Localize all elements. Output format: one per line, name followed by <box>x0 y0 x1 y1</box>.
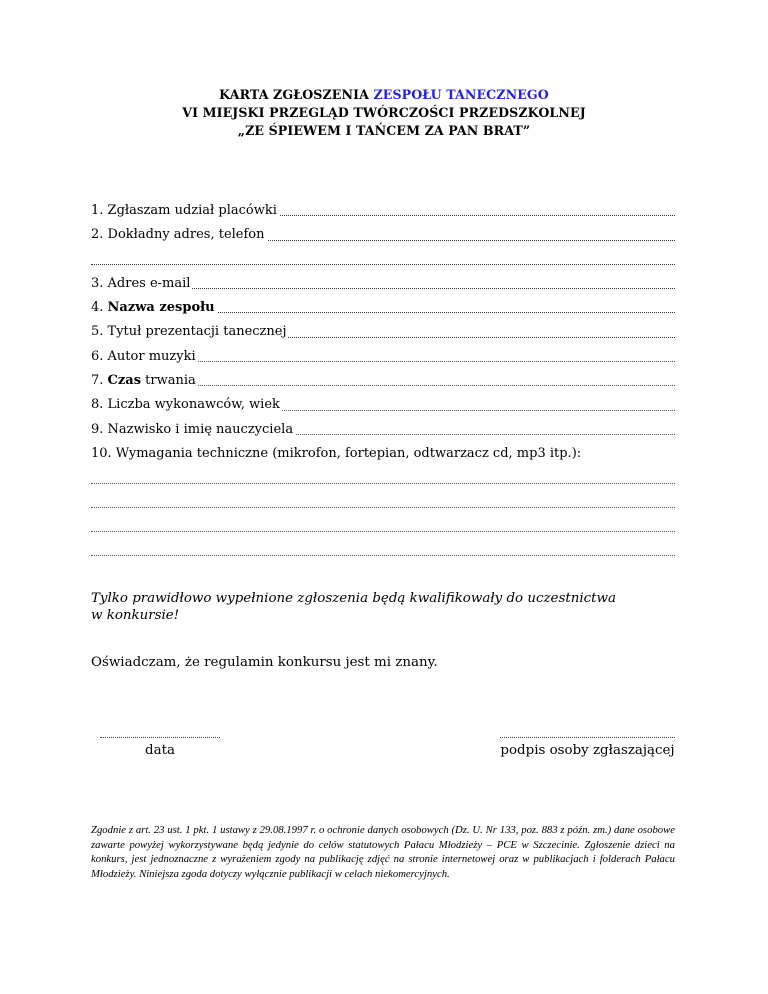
field-duration[interactable] <box>91 369 675 393</box>
field-technical-line-3[interactable] <box>91 515 675 539</box>
field-label: 4. Nazwa zespołu <box>91 296 217 320</box>
field-performers-age[interactable] <box>91 393 675 417</box>
date-label: data <box>145 743 175 758</box>
field-teacher-name[interactable] <box>91 418 675 442</box>
field-label: 8. Liczba wykonawców, wiek <box>91 393 282 417</box>
field-email[interactable] <box>91 272 675 296</box>
date-signature-block <box>100 727 220 758</box>
form-title-accent: ZESPOŁU TANECZNEGO <box>373 87 549 102</box>
form-title: KARTA ZGŁOSZENIA ZESPOŁU TANECZNEGO <box>219 87 549 102</box>
field-label: 9. Nazwisko i imię nauczyciela <box>91 418 295 442</box>
field-music-author[interactable] <box>91 345 675 369</box>
field-technical-requirements-label <box>91 442 675 466</box>
form-subtitle: VI MIEJSKI PRZEGLĄD TWÓRCZOŚCI PRZEDSZKOLNEJ <box>182 105 586 120</box>
field-technical-line-2[interactable] <box>91 491 675 515</box>
gdpr-legal-note: Zgodnie z art. 23 ust. 1 pkt. 1 ustawy z 29.08.1997 r. o ochronie danych osobowych (Dz. U. Nr 133, poz. 883 z późn. zm.) dane osobowe zawarte powyżej wykorzystywane będą jedynie do celów statutowych Pałacu Młodzieży – PCE w Szczecinie. Zgłoszenie dzieci na konkurs, jest jednoznaczne z wyrażeniem zgody na publikację zdjęć na stronie internetowej oraz w publikacjach i folderach Pałacu Młodzieży. Niniejsza zgoda dotyczy wyłącznie publikacji w celach niekomercyjnych. <box>91 824 675 880</box>
form-event-name: „ZE ŚPIEWEM I TAŃCEM ZA PAN BRAT” <box>237 123 531 138</box>
field-label: 2. Dokładny adres, telefon <box>91 223 267 247</box>
field-label: 10. Wymagania techniczne (mikrofon, fortepian, odtwarzacz cd, mp3 itp.): <box>91 442 583 466</box>
signature-label: podpis osoby zgłaszającej <box>500 743 675 758</box>
fill-line <box>91 531 675 532</box>
rules-statement: Oświadczam, że regulamin konkursu jest mi znany. <box>91 655 438 670</box>
field-label: 5. Tytuł prezentacji tanecznej <box>91 320 288 344</box>
field-institution[interactable] <box>91 199 675 223</box>
validity-notice: Tylko prawidłowo wypełnione zgłoszenia będą kwalifikowały do uczestnictwa w konkursie! <box>91 591 616 623</box>
field-team-name[interactable] <box>91 296 675 320</box>
field-address-phone[interactable] <box>91 223 675 247</box>
field-address-continuation[interactable] <box>91 248 675 272</box>
field-label: 6. Autor muzyki <box>91 345 198 369</box>
field-technical-line-4[interactable] <box>91 539 675 563</box>
date-fill-line[interactable] <box>100 727 220 738</box>
field-technical-line-1[interactable] <box>91 466 675 490</box>
field-label: 7. Czas trwania <box>91 369 198 393</box>
applicant-signature-block <box>500 727 675 758</box>
fill-line <box>91 555 675 556</box>
form-fields <box>91 199 675 563</box>
fill-line <box>91 483 675 484</box>
signature-fill-line[interactable] <box>500 727 675 738</box>
form-header <box>0 86 768 140</box>
fill-line <box>91 507 675 508</box>
field-label: 3. Adres e-mail <box>91 272 192 296</box>
fill-line <box>91 264 675 265</box>
field-performance-title[interactable] <box>91 320 675 344</box>
field-label: 1. Zgłaszam udział placówki <box>91 199 279 223</box>
